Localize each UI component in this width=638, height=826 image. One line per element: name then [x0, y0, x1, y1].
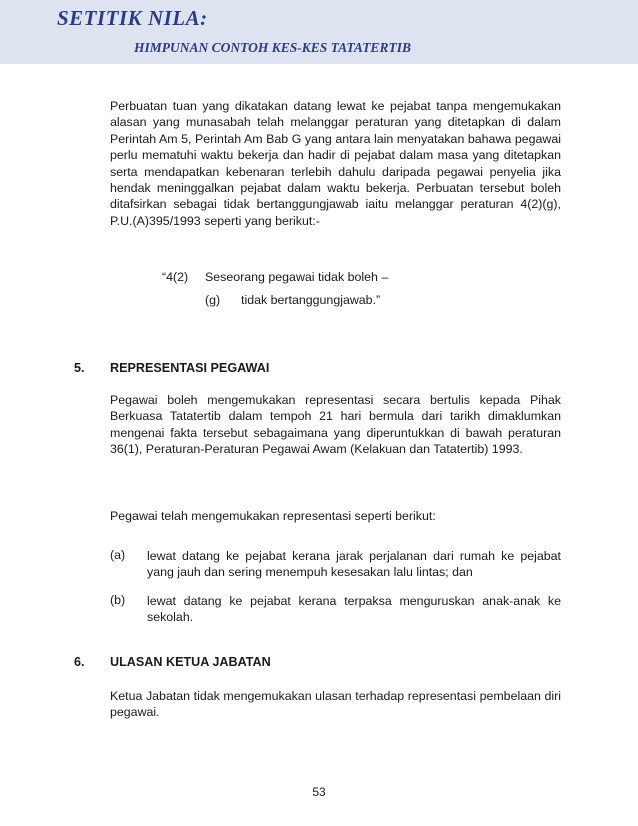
quote-rule-text: Seseorang pegawai tidak boleh –	[205, 270, 389, 284]
header-subtitle: HIMPUNAN CONTOH KES-KES TATATERTIB	[134, 40, 411, 55]
page-header-band	[0, 0, 638, 64]
list-item-text-a: lewat datang ke pejabat kerana jarak perjalanan dari rumah ke pejabat yang jauh dan sering menempuh kesesakan lalu lintas; dan	[147, 549, 561, 580]
section-5-title: REPRESENTASI PEGAWAI	[110, 361, 270, 375]
intro-paragraph: Perbuatan tuan yang dikatakan datang lewat ke pejabat tanpa mengemukakan alasan yang munasabah telah melanggar peraturan yang ditetapkan di dalam Perintah Am 5, Perintah Am Bab G yang antara lain menyatakan bahawa pegawai perlu mematuhi waktu bekerja dan hadir di pejabat dalam masa yang ditetapkan serta mendapatkan kebenaran terlebih dahulu daripada pegawai penyelia jika hendak meninggalkan pejabat dalam waktu bekerja. Perbuatan tersebut boleh ditafsirkan sebagai tidak bertanggungjawab iaitu melanggar peraturan 4(2)(g), P.U.(A)395/1993 seperti yang berikut:-	[110, 99, 561, 228]
section-6-number: 6.	[74, 655, 85, 669]
section-5-number: 5.	[74, 361, 85, 375]
page-number: 53	[312, 785, 326, 799]
list-item-label-b: (b)	[110, 593, 126, 607]
section-6-paragraph: Ketua Jabatan tidak mengemukakan ulasan terhadap representasi pembelaan diri pegawai.	[110, 689, 561, 720]
quote-sub-text: tidak bertanggungjawab.”	[241, 293, 381, 307]
section-5-intro-list: Pegawai telah mengemukakan representasi seperti berikut:	[110, 509, 436, 523]
section-6-title: ULASAN KETUA JABATAN	[110, 655, 271, 669]
quote-sub-label: (g)	[205, 293, 221, 307]
list-item-text-b: lewat datang ke pejabat kerana terpaksa menguruskan anak-anak ke sekolah.	[147, 594, 561, 625]
section-5-paragraph: Pegawai boleh mengemukakan representasi secara bertulis kepada Pihak Berkuasa Tatatertib dalam tempoh 21 hari bermula dari tarikh dimaklumkan mengenai fakta tersebut sebagaimana yang diperuntukkan di bawah peraturan 36(1), Peraturan-Peraturan Pegawai Awam (Kelakuan dan Tatatertib) 1993.	[110, 393, 561, 457]
list-item-label-a: (a)	[110, 548, 126, 562]
quote-rule-number: “4(2)	[162, 270, 189, 284]
header-title: SETITIK NILA:	[57, 6, 208, 30]
